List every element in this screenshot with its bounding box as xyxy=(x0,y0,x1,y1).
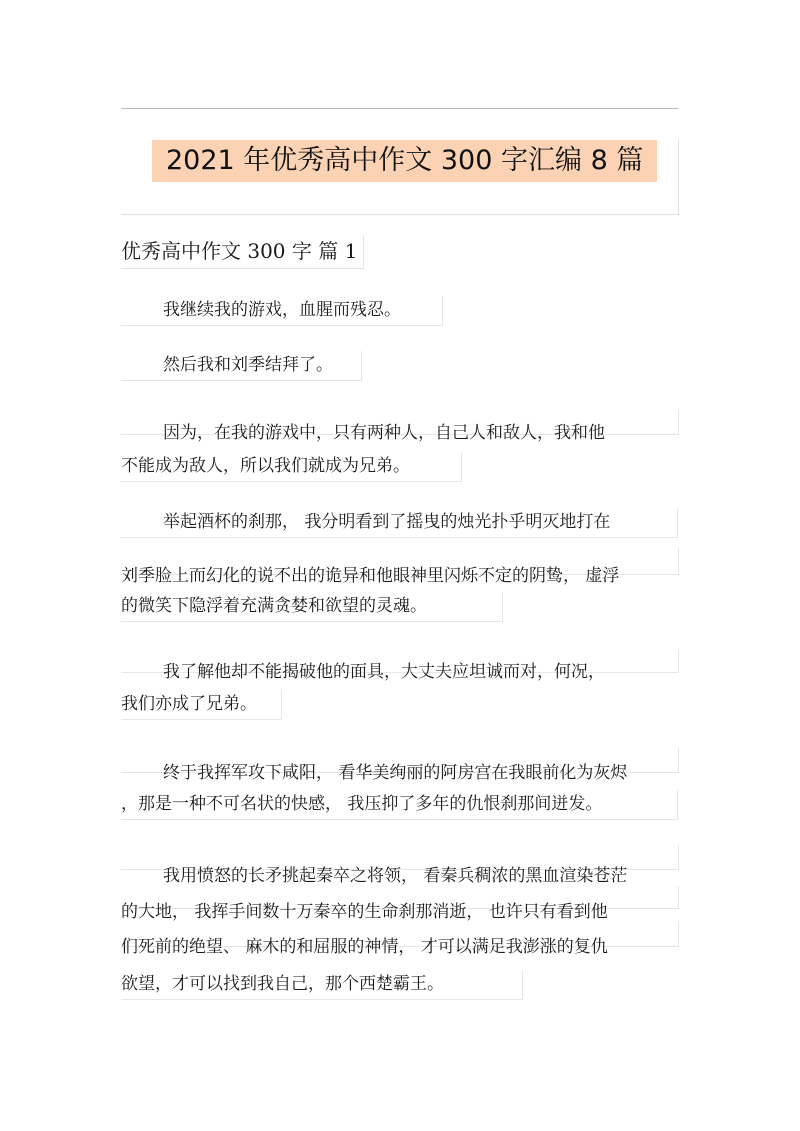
paragraph-line: 刘季脸上而幻化的说不出的诡异和他眼神里闪烁不定的阴鸷， 虚浮 xyxy=(121,566,620,586)
paragraph-line: 然后我和刘季结拜了。 xyxy=(121,351,362,381)
paragraph-line: 我继续我的游戏，血腥而残忍。 xyxy=(121,296,443,326)
paragraph-line: 我了解他却不能揭破他的面具，大丈夫应坦诚而对，何况， xyxy=(163,662,605,682)
paragraph-line: 我用愤怒的长矛挑起秦卒之将领， 看秦兵稠浓的黑血渲染苍茫 xyxy=(163,866,628,886)
paragraph-line: 举起酒杯的刹那， 我分明看到了摇曳的烛光扑乎明灭地打在 xyxy=(121,508,678,538)
paragraph-line: ，那是一种不可名状的快感， 我压抑了多年的仇恨刹那间迸发。 xyxy=(121,790,678,820)
paragraph-line: 我们亦成了兄弟。 xyxy=(121,690,282,720)
document-title: 2021 年优秀高中作文 300 字汇编 8 篇 xyxy=(152,140,657,182)
paragraph-line: 的大地， 我挥手间数十万秦卒的生命刹那消逝， 也许只有看到他 xyxy=(121,902,608,922)
paragraph-line: 欲望，才可以找到我自己，那个西楚霸王。 xyxy=(121,970,523,1000)
paragraph-line: 因为，在我的游戏中，只有两种人，自己人和敌人，我和他 xyxy=(163,423,605,443)
section-heading: 优秀高中作文 300 字 篇 1 xyxy=(121,236,364,269)
paragraph-line: 的微笑下隐浮着充满贪婪和欲望的灵魂。 xyxy=(121,592,503,622)
paragraph-line: 们死前的绝望、 麻木的和屈服的神情， 才可以满足我澎涨的复仇 xyxy=(121,937,608,957)
paragraph-line: 不能成为敌人，所以我们就成为兄弟。 xyxy=(121,452,462,482)
paragraph-line: 终于我挥军攻下咸阳， 看华美绚丽的阿房宫在我眼前化为灰烬 xyxy=(163,763,628,783)
top-rule xyxy=(121,108,678,109)
